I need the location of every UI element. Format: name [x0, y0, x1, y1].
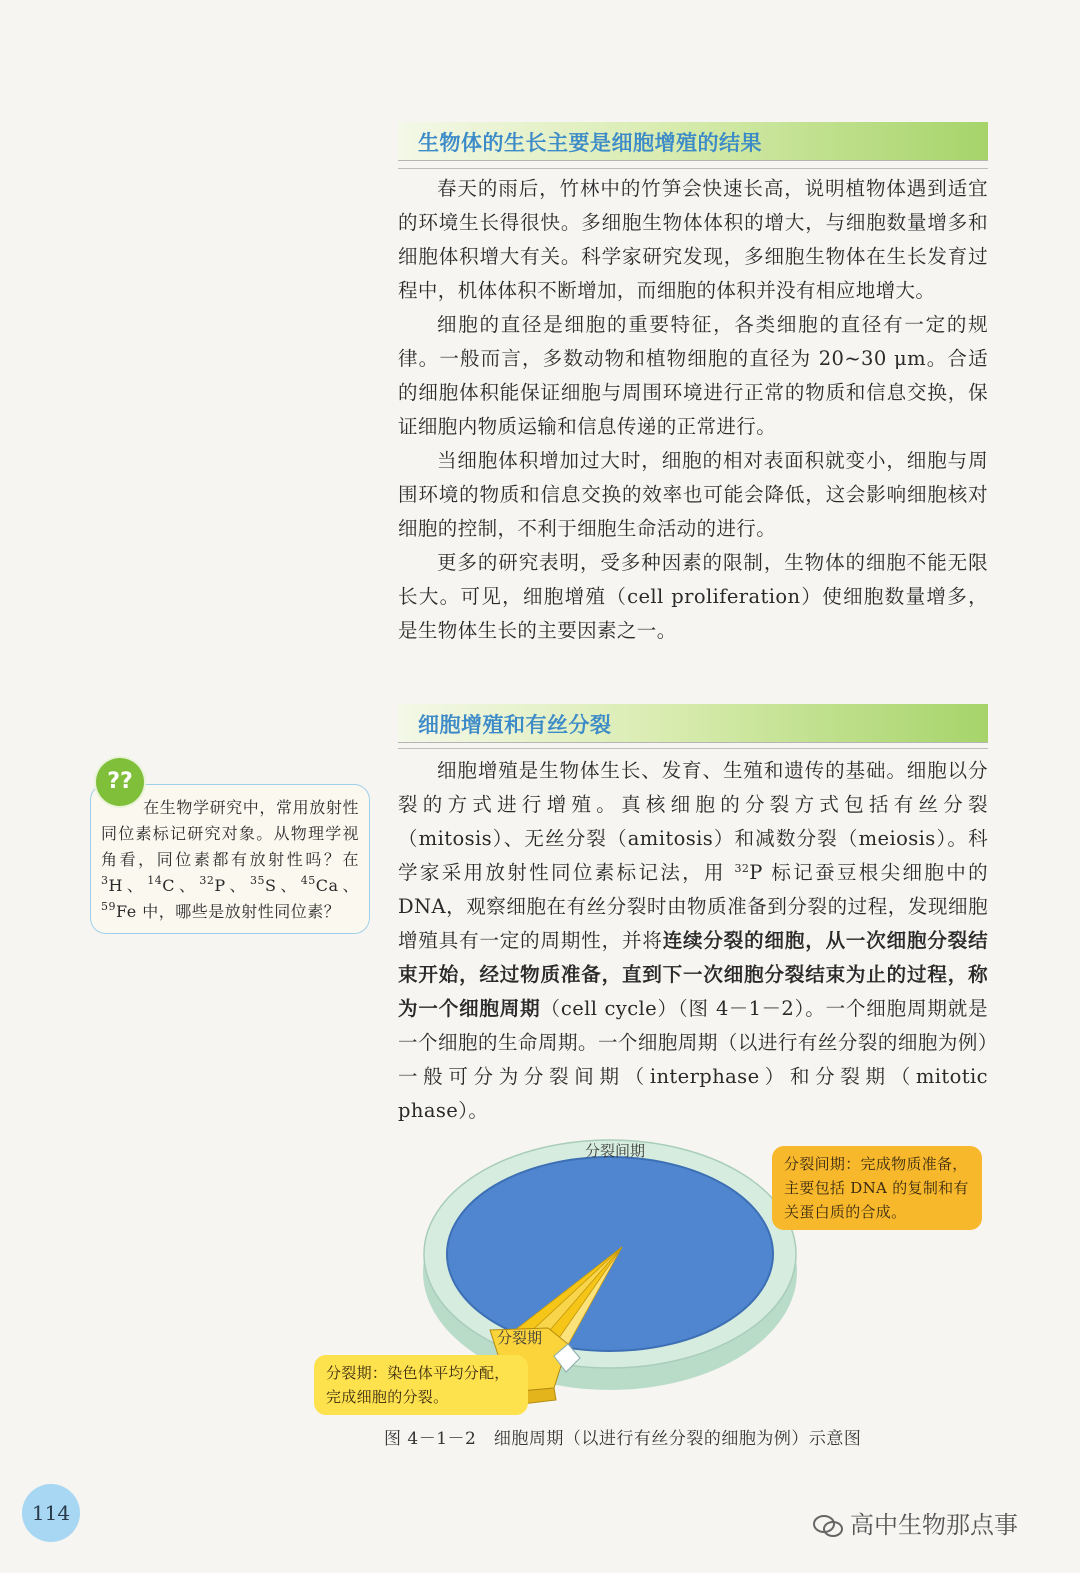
section-heading-mitosis: [398, 704, 988, 743]
interphase-callout: 分裂间期：完成物质准备，主要包括 DNA 的复制和有关蛋白质的合成。: [772, 1146, 982, 1230]
section-heading-text: 细胞增殖和有丝分裂: [418, 713, 612, 737]
cell-cycle-definition: 连续分裂的细胞，从一次细胞分裂结束开始，经过物质准备，直到下一次细胞分裂结束为止的过程，称为一个细胞周期: [398, 929, 988, 1020]
superscript: 32: [734, 862, 750, 875]
page-number: 114: [22, 1484, 80, 1542]
text-run: P 标记蚕豆根尖细胞中的 DNA，观察细胞在有丝分裂时由物质准备到分裂的过程，发现细胞增殖具有一定的周期性，并将: [398, 861, 988, 952]
watermark: [812, 1505, 1018, 1540]
paragraph: 春天的雨后，竹林中的竹笋会快速长高，说明植物体遇到适宜的环境生长得很快。多细胞生物体体积的增大，与细胞数量增多和细胞体积增大有关。科学家研究发现，多细胞生物体在生长发育过程中，机体体积不断增加，而细胞的体积并没有相应地增大。: [398, 177, 988, 302]
side-note-text: 在生物学研究中，常用放射性同位素标记研究对象。从物理学视角看，同位素都有放射性吗？在 $^3$H、$^{14}$C、$^{32}$P、$^{35}$S、$^{45}$Ca、$^{59}$Fe 中，哪些是放射性同位素？: [101, 798, 359, 921]
question-mark-icon: ??: [96, 758, 144, 806]
divider: [398, 168, 988, 169]
figure-caption: 图 4－1－2 细胞周期（以进行有丝分裂的细胞为例）示意图: [384, 1429, 862, 1449]
paragraph: 当细胞体积增加过大时，细胞的相对表面积就变小，细胞与周围环境的物质和信息交换的效率也可能会降低，这会影响细胞核对细胞的控制，不利于细胞生命活动的进行。: [398, 449, 988, 540]
mitotic-label: 分裂期: [497, 1329, 543, 1347]
section-heading-text: 生物体的生长主要是细胞增殖的结果: [418, 131, 762, 155]
paragraph: 更多的研究表明，受多种因素的限制，生物体的细胞不能无限长大。可见，细胞增殖（cell proliferation）使细胞数量增多，是生物体生长的主要因素之一。: [398, 551, 988, 642]
divider: [398, 748, 988, 749]
text-run: 细胞增殖是生物体生长、发育、生殖和遗传的基础。细胞以分裂的方式进行增殖。真核细胞的分裂方式包括有丝分裂（mitosis）、无丝分裂（amitosis）和减数分裂（meiosis）。科学家采用放射性同位素标记法，用: [398, 759, 988, 884]
side-note-box: [90, 784, 370, 934]
text-run: （cell cycle）（图 4－1－2）。一个细胞周期就是一个细胞的生命周期。一个细胞周期（以进行有丝分裂的细胞为例）一般可分为分裂间期（interphase）和分裂期（mitotic phase）。: [398, 997, 988, 1122]
section2-body: [398, 754, 988, 1128]
wechat-icon: [812, 1514, 844, 1538]
paragraph: 细胞的直径是细胞的重要特征，各类细胞的直径有一定的规律。一般而言，多数动物和植物细胞的直径为 20~30 μm。合适的细胞体积能保证细胞与周围环境进行正常的物质和信息交换，保证细胞内物质运输和信息传递的正常进行。: [398, 313, 988, 438]
mitotic-callout: 分裂期：染色体平均分配，完成细胞的分裂。: [314, 1355, 528, 1415]
section-heading-growth: [398, 122, 988, 161]
section1-body: [398, 172, 988, 648]
interphase-label: 分裂间期: [585, 1142, 646, 1160]
paragraph: [398, 754, 988, 1128]
inner-disk: [447, 1157, 773, 1351]
cell-cycle-figure: [310, 1130, 1000, 1430]
watermark-text: 高中生物那点事: [850, 1511, 1018, 1539]
